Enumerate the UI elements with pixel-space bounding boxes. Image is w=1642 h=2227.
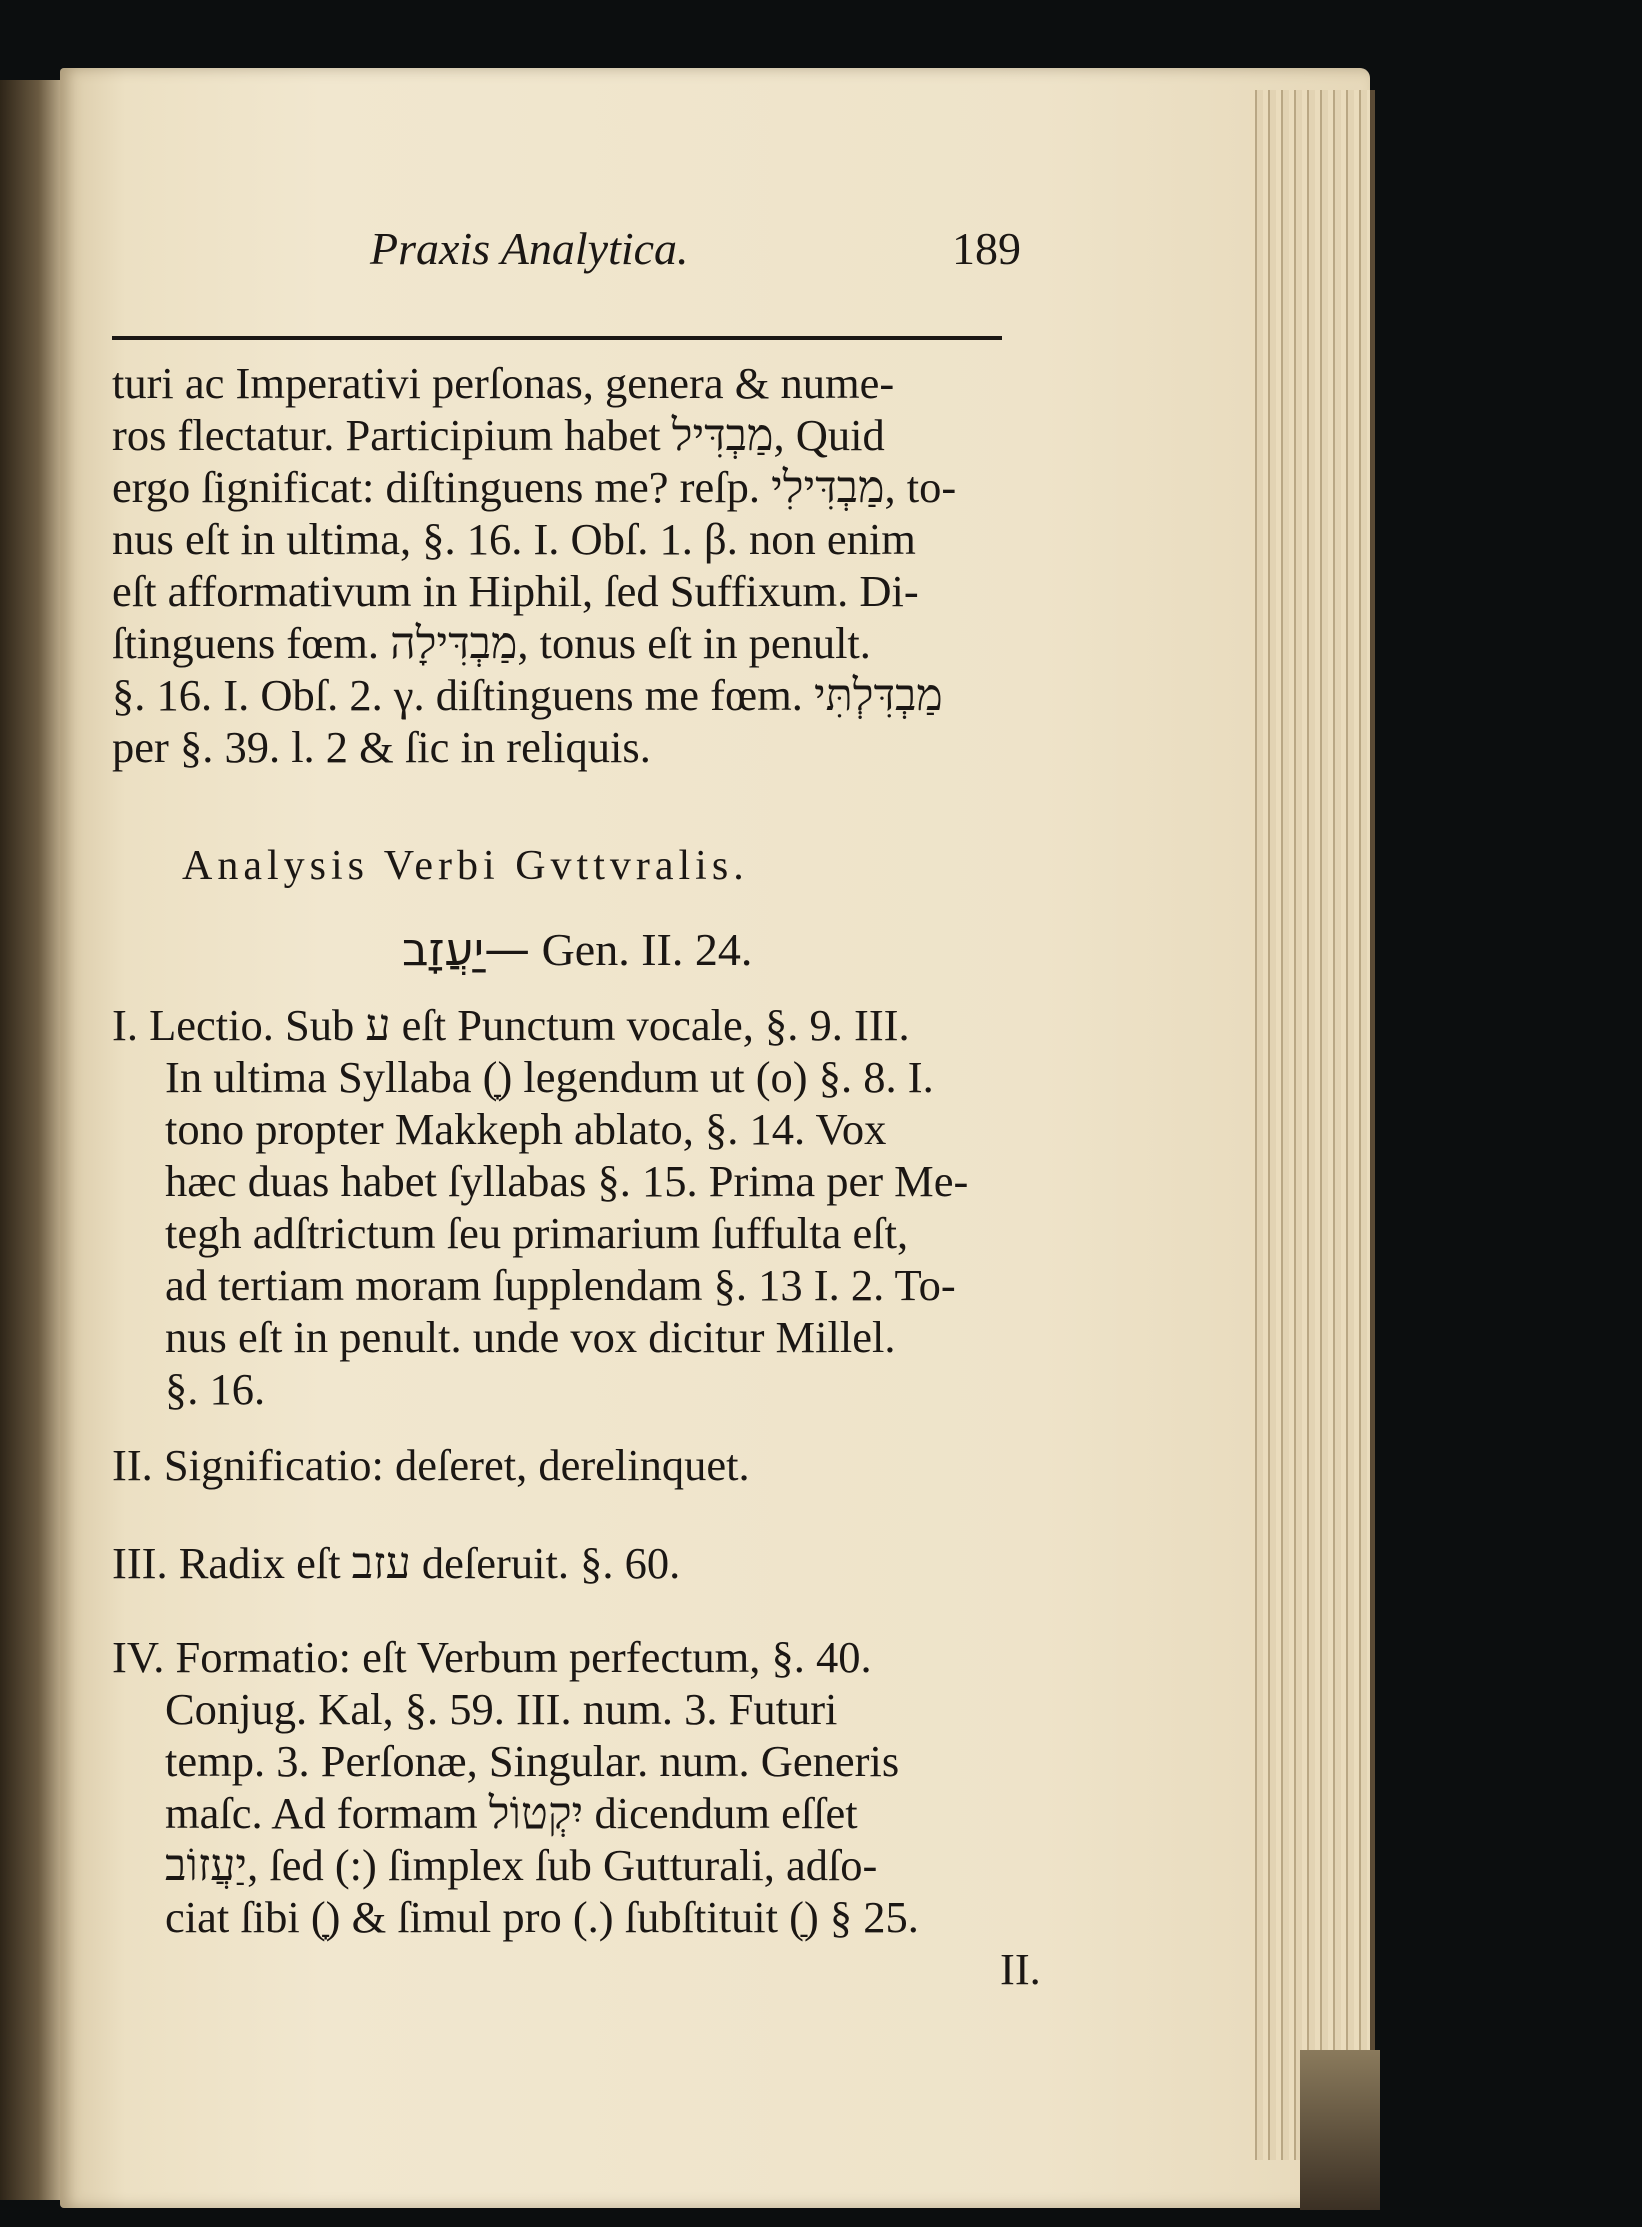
text-line: nus eſt in ultima, §. 16. I. Obſ. 1. β. non enim bbox=[112, 514, 916, 564]
lectio-line: tegh adſtrictum ſeu primarium ſuffulta eſt, bbox=[165, 1208, 909, 1258]
text-line: §. 16. I. Obſ. 2. γ. diſtinguens me fœm. מַבְדִּלְתִּי bbox=[112, 670, 943, 720]
text-line: ros flectatur. Participium habet מַבְדִּיל, Quid bbox=[112, 410, 885, 460]
lectio-line: I. Lectio. Sub ע eſt Punctum vocale, §. 9. III. bbox=[112, 1000, 910, 1050]
running-title: Praxis Analytica. bbox=[370, 223, 689, 274]
text-line: turi ac Imperativi perſonas, genera & nume- bbox=[112, 358, 895, 408]
header-rule bbox=[112, 336, 1002, 340]
verse-reference bbox=[402, 922, 752, 976]
formatio-line: Conjug. Kal, §. 59. III. num. 3. Futuri bbox=[165, 1684, 838, 1734]
lectio-line: §. 16. bbox=[165, 1364, 266, 1414]
lectio-line: In ultima Syllaba (ָ) legendum ut (o) §. 8. I. bbox=[165, 1052, 934, 1102]
section-heading: Analysis Verbi Gvttvralis. bbox=[182, 843, 749, 889]
catchword: II. bbox=[1000, 1944, 1041, 1994]
lectio-line: tono propter Makkeph ablato, §. 14. Vox bbox=[165, 1104, 887, 1154]
formatio-line: יַעֲזוֹב, ſed (:) ſimplex ſub Gutturali, adſo- bbox=[165, 1840, 878, 1890]
page-number: 189 bbox=[952, 223, 1021, 274]
lectio-line: hæc duas habet ſyllabas §. 15. Prima per Me- bbox=[165, 1156, 969, 1206]
text-line: ſtinguens fœm. מַבְדִּילָה, tonus eſt in penult. bbox=[112, 618, 871, 668]
verse-citation: Gen. II. 24. bbox=[541, 924, 753, 975]
lectio-line: nus eſt in penult. unde vox dicitur Millel. bbox=[165, 1312, 896, 1362]
text-line: ergo ſignificat: diſtinguens me? reſp. מַבְדִּילִי, to- bbox=[112, 462, 957, 512]
lectio-line: ad tertiam moram ſupplendam §. 13 I. 2. To- bbox=[165, 1260, 956, 1310]
text-line: eſt afformativum in Hiphil, ſed Suffixum. Di- bbox=[112, 566, 919, 616]
verse-hebrew: יַעֲזָב— bbox=[402, 922, 531, 976]
formatio-line: temp. 3. Perſonæ, Singular. num. Generis bbox=[165, 1736, 900, 1786]
radix-line: III. Radix eſt עזב deſeruit. §. 60. bbox=[112, 1538, 681, 1588]
significatio-line: II. Significatio: deſeret, derelinquet. bbox=[112, 1440, 750, 1490]
formatio-line: IV. Formatio: eſt Verbum perfectum, §. 40. bbox=[112, 1632, 872, 1682]
formatio-line: maſc. Ad formam יִקְטוֹל dicendum eſſet bbox=[165, 1788, 858, 1838]
text-line: per §. 39. l. 2 & ſic in reliquis. bbox=[112, 722, 651, 772]
formatio-line: ciat ſibi (ָ) & ſimul pro (.) ſubſtituit (ַ) § 25. bbox=[165, 1892, 919, 1942]
